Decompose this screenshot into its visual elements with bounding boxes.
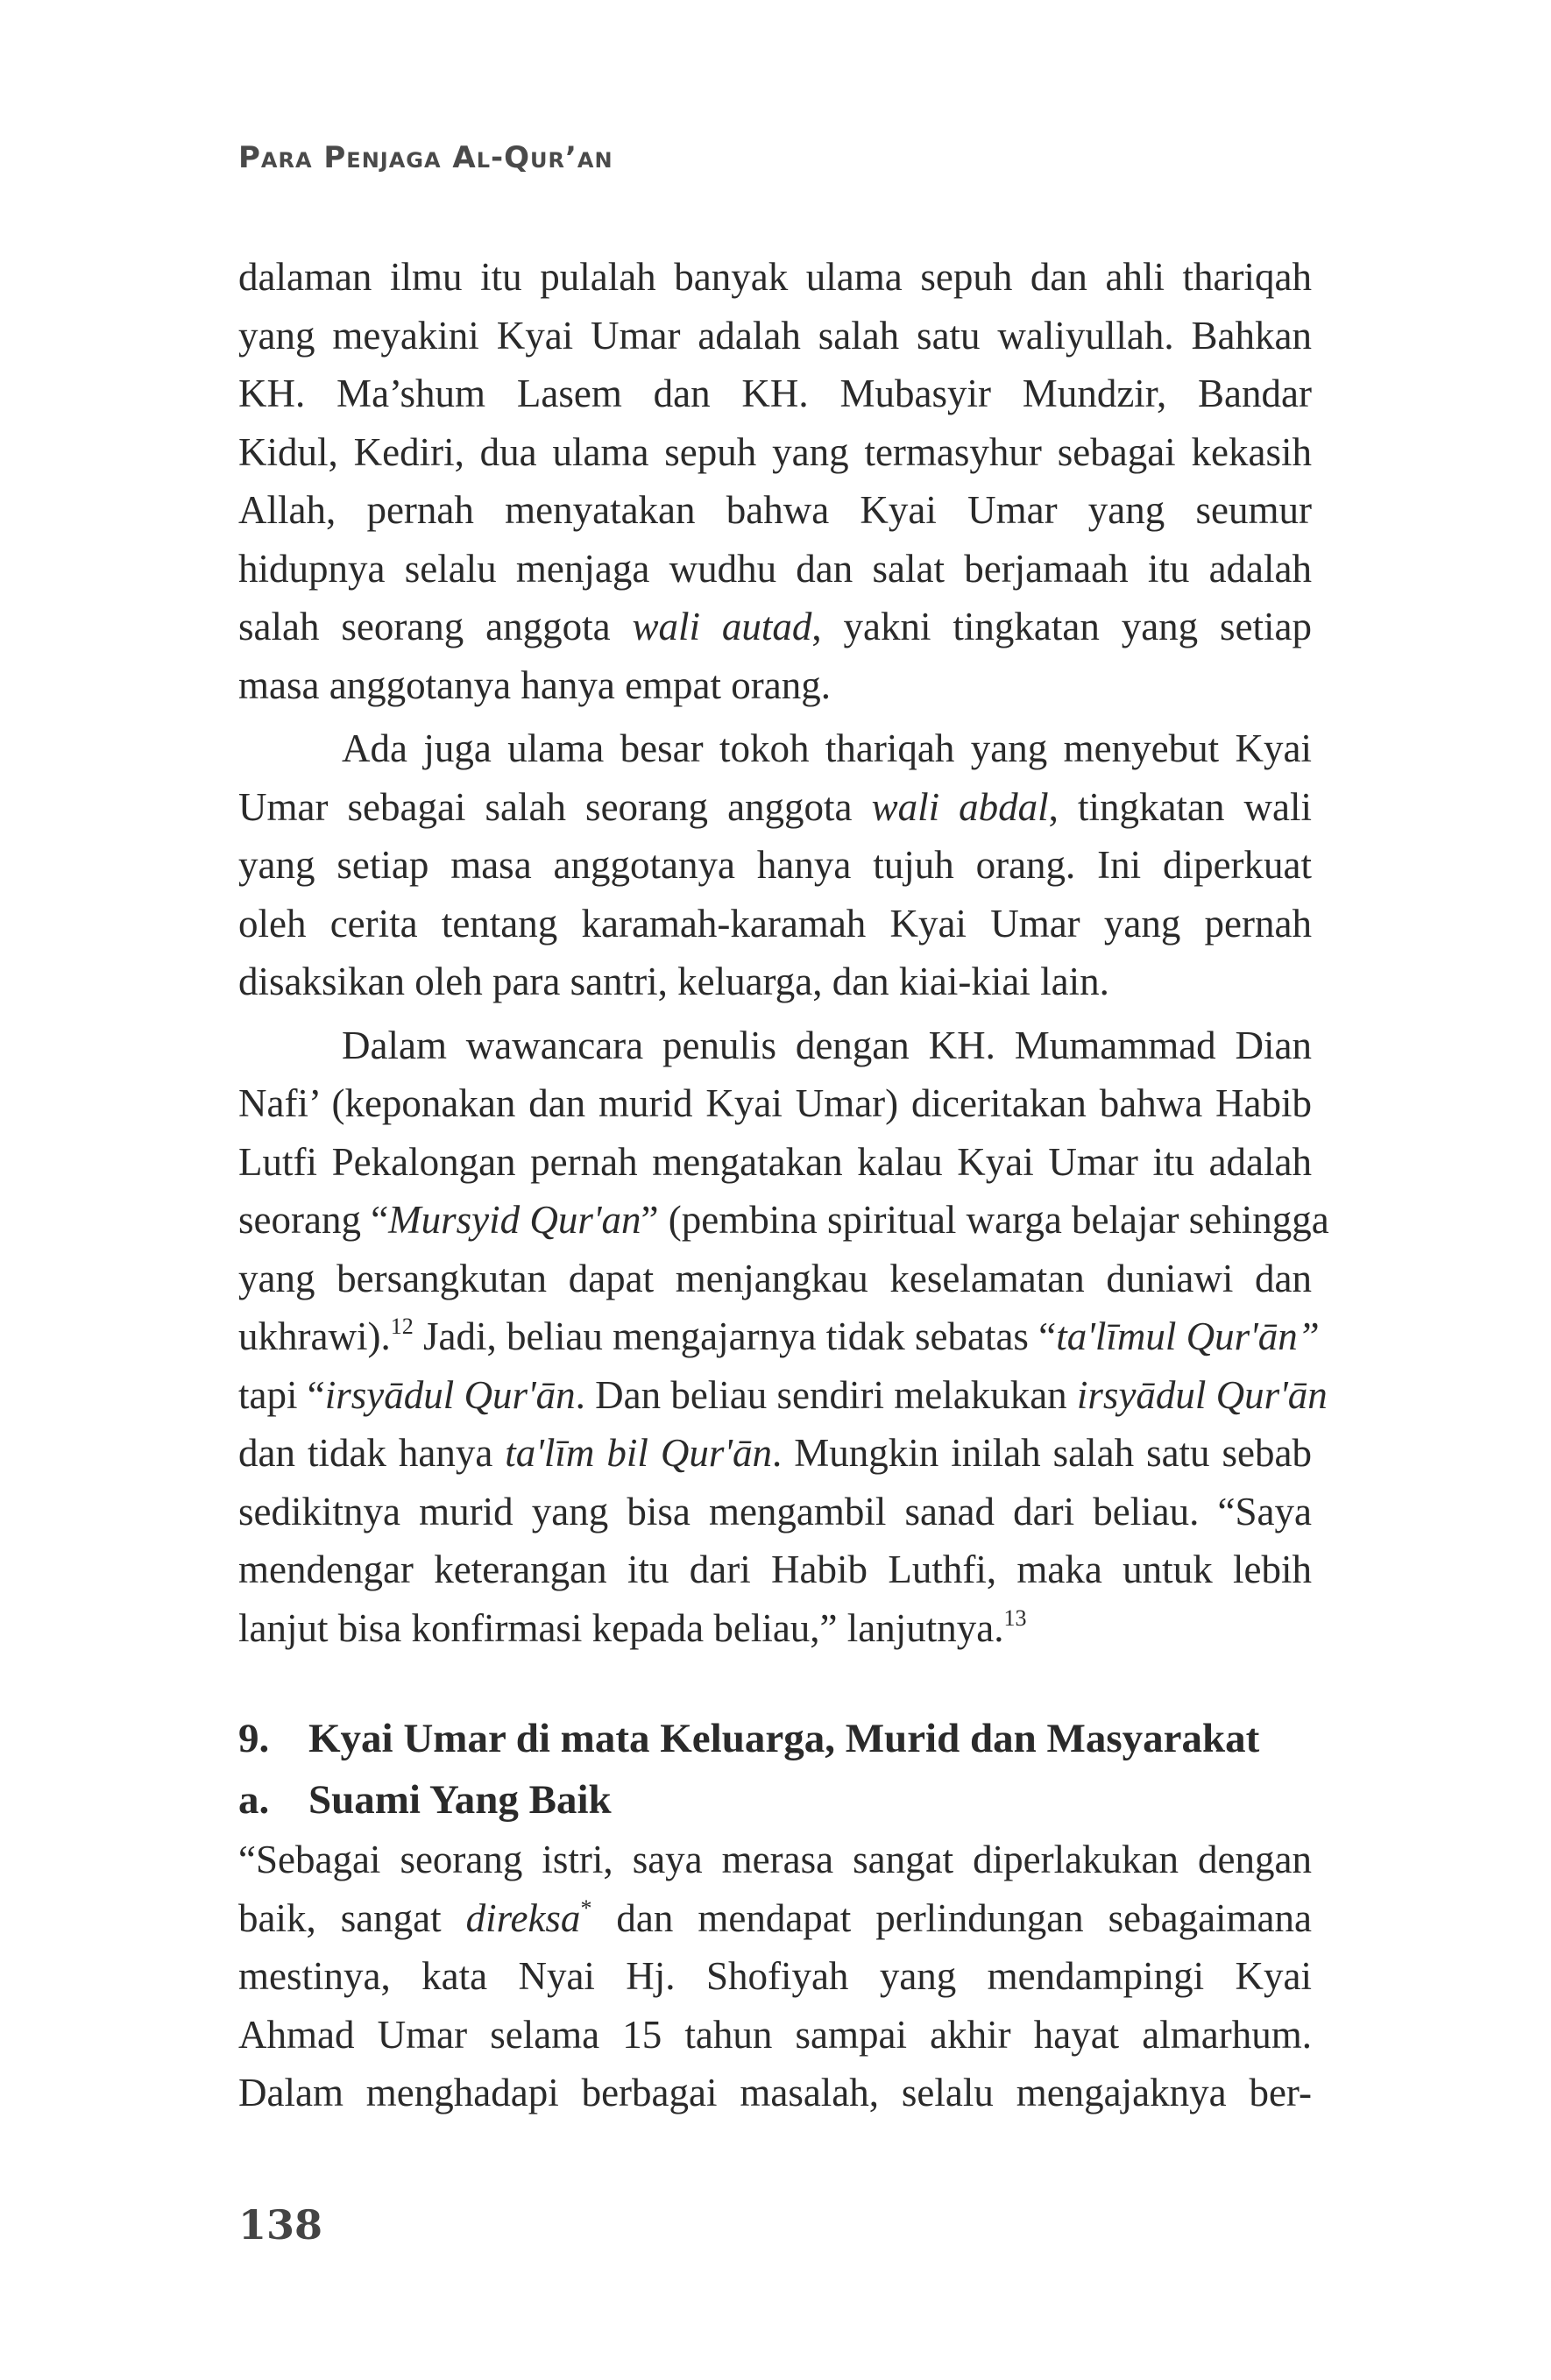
text-line: yang bersangkutan dapat menjangkau keselamatan duniawi dan: [238, 1256, 1312, 1300]
text-line: salah seorang anggota wali autad, yakni tingkatan yang setiap: [238, 605, 1312, 648]
text-line: lanjut bisa konfirmasi kepada beliau,” lanjutnya.$^{13}$: [238, 1604, 1027, 1650]
text-line: sedikitnya murid yang bisa mengambil sanad dari beliau. “Saya: [238, 1489, 1312, 1534]
paragraph-2: [238, 719, 1312, 1011]
text-line: Ada juga ulama besar tokoh thariqah yang menyebut Kyai: [342, 726, 1312, 770]
text-line: disaksikan oleh para santri, keluarga, dan kiai-kiai lain.: [238, 960, 1109, 1003]
footnote-ref[interactable]: 13: [1003, 1604, 1027, 1631]
text-line: masa anggotanya hanya empat orang.: [238, 662, 831, 707]
text-line: Allah, pernah menyatakan bahwa Kyai Umar yang seumur: [238, 488, 1312, 532]
text-line: ukhrawi).$^{12}$ Jadi, beliau mengajarnya tidak sebatas “ta'līmul Qur'ān”: [238, 1314, 1320, 1358]
italic-term: wali abdal: [871, 784, 1049, 829]
text-line: seorang “Mursyid Qur'an” (pembina spiritual warga belajar sehingga: [238, 1198, 1329, 1242]
footnote-ref[interactable]: 12: [390, 1314, 414, 1339]
text-line: “Sebagai seorang istri, saya merasa sangat diperlakukan dengan: [238, 1838, 1312, 1881]
text-line: Kidul, Kediri, dua ulama sepuh yang termasyhur sebagai kekasih: [238, 429, 1312, 474]
italic-term: wali autad: [632, 605, 812, 648]
text-line: mendengar keterangan itu dari Habib Luthfi, maka untuk lebih: [238, 1548, 1312, 1591]
section-title: Kyai Umar di mata Keluarga, Murid dan Masyarakat: [308, 1716, 1260, 1761]
italic-term: Mursyid Qur'an: [388, 1198, 641, 1242]
page-number: 138: [238, 2201, 323, 2249]
body-text: [238, 248, 1329, 2122]
section-heading: [238, 1708, 1312, 1769]
text-line: Umar sebagai salah seorang anggota wali abdal, tingkatan wali: [238, 784, 1312, 829]
text-line: baik, sangat direksa* dan mendapat perlindungan sebagaimana: [238, 1895, 1313, 1940]
italic-term: direksa: [465, 1895, 581, 1940]
subsection-heading: [238, 1769, 1312, 1831]
text-line: dan tidak hanya ta'līm bil Qur'ān. Mungkin inilah salah satu sebab: [238, 1431, 1312, 1475]
text-line: mestinya, kata Nyai Hj. Shofiyah yang mendampingi Kyai: [238, 1954, 1312, 1998]
text-line: dalaman ilmu itu pulalah banyak ulama sepuh dan ahli thariqah: [238, 255, 1312, 299]
text-line: Nafi’ (keponakan dan murid Kyai Umar) diceritakan bahwa Habib: [238, 1081, 1312, 1125]
text-line: Dalam wawancara penulis dengan KH. Mumammad Dian: [342, 1023, 1312, 1067]
subsection-title: Suami Yang Baik: [308, 1777, 612, 1823]
text-line: tapi “irsyādul Qur'ān. Dan beliau sendiri melakukan irsyādul Qur'ān: [238, 1372, 1328, 1417]
text-line: yang meyakini Kyai Umar adalah salah satu waliyullah. Bahkan: [238, 313, 1312, 358]
italic-term: irsyādul Qur'ān: [324, 1372, 576, 1417]
section-number: 9.: [238, 1716, 270, 1761]
text-line: yang setiap masa anggotanya hanya tujuh orang. Ini diperkuat: [238, 843, 1312, 887]
paragraph-3: [238, 1016, 1329, 1658]
paragraph-1: [238, 248, 1312, 714]
italic-term: ta'līm bil Qur'ān: [505, 1431, 772, 1475]
text-line: hidupnya selalu menjaga wudhu dan salat berjamaah itu adalah: [238, 546, 1312, 591]
text-line: oleh cerita tentang karamah-karamah Kyai Umar yang pernah: [238, 901, 1312, 946]
text-line: KH. Ma’shum Lasem dan KH. Mubasyir Mundzir, Bandar: [238, 372, 1312, 415]
text-line: Lutfi Pekalongan pernah mengatakan kalau Kyai Umar itu adalah: [238, 1139, 1312, 1184]
italic-term: irsyādul Qur'ān: [1076, 1372, 1328, 1417]
footnote-ref[interactable]: *: [580, 1895, 592, 1921]
subsection-letter: a.: [238, 1777, 270, 1823]
italic-term: ta'līmul Qur'ān”: [1056, 1314, 1320, 1358]
text-line: Dalam menghadapi berbagai masalah, selalu mengajaknya ber-: [238, 2071, 1312, 2114]
paragraph-4: [238, 1831, 1312, 2122]
running-head: Para Penjaga Al-Qur’an: [238, 140, 613, 175]
text-line: Ahmad Umar selama 15 tahun sampai akhir hayat almarhum.: [238, 2012, 1312, 2057]
